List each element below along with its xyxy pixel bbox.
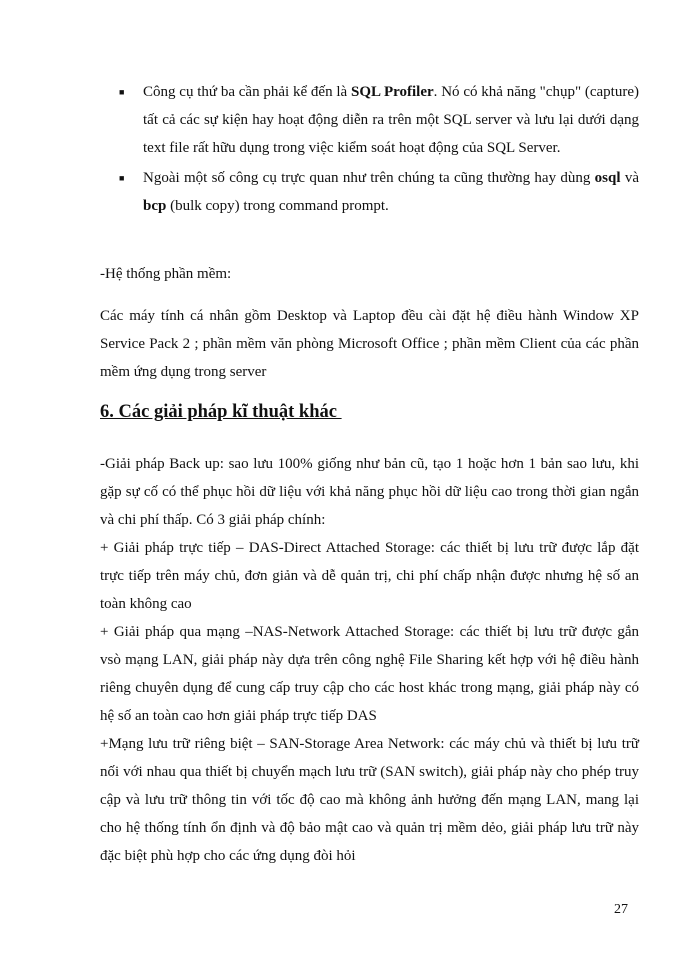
bold-term: bcp bbox=[143, 198, 167, 214]
bullet-text: Ngoài một số công cụ trực quan như trên chúng ta cũng thường hay dùng bbox=[143, 170, 595, 186]
bullet-square-icon: ■ bbox=[119, 173, 125, 183]
nas-paragraph: + Giải pháp qua mạng –NAS-Network Attached Storage: các thiết bị lưu trữ được gắn vsò mạng LAN, giải pháp này dựa trên công nghệ File Sharing kết hợp với hệ điều hành riêng chuyên dụng để cung cấp truy cập cho các host khác trong mạng, giải pháp này có hệ số an toàn cao hơn giải pháp trực tiếp DAS bbox=[100, 624, 639, 724]
bullet-square-icon: ■ bbox=[119, 87, 125, 97]
san-paragraph: +Mạng lưu trữ riêng biệt – SAN-Storage Area Network: các máy chủ và thiết bị lưu trữ nối với nhau qua thiết bị chuyển mạch lưu trữ (SAN switch), giải pháp này cho phép truy cập và lưu trữ thông tin với tốc độ cao mà không ảnh hưởng đến mạng LAN, mang lại cho hệ thống tính ổn định và độ bảo mật cao và quản trị mềm dẻo, giải pháp lưu trữ này đặc biệt phù hợp cho các ứng dụng đòi hỏi bbox=[100, 736, 639, 864]
bullet-list bbox=[119, 78, 639, 220]
software-paragraph: Các máy tính cá nhân gồm Desktop và Laptop đều cài đặt hệ điều hành Window XP Service Pack 2 ; phần mềm văn phòng Microsoft Office ; phần mềm Client của các phần mềm ứng dụng trong server bbox=[100, 308, 639, 380]
software-label: -Hệ thống phần mềm: bbox=[100, 266, 232, 282]
bold-term: SQL Profiler bbox=[351, 84, 434, 100]
bullet-text: và bbox=[620, 170, 639, 186]
bullet-text: (bulk copy) trong command prompt. bbox=[166, 198, 389, 214]
bullet-item-sql-profiler bbox=[119, 78, 639, 162]
bullet-item-osql-bcp bbox=[119, 164, 639, 220]
das-paragraph: + Giải pháp trực tiếp – DAS-Direct Attached Storage: các thiết bị lưu trữ được lắp đặt trực tiếp trên máy chủ, đơn giản và dễ quản trị, chi phí chấp nhận được nhưng hệ số an toàn không cao bbox=[100, 540, 639, 612]
bullet-text: Công cụ thứ ba cần phải kể đến là bbox=[143, 84, 351, 100]
bullet-text: . Nó có khả năng "chụp" (capture) tất cả các sự kiện hay hoạt động diễn ra trên một SQL server và lưu lại dưới dạng text file rất hữu dụng trong việc kiểm soát hoạt động của SQL Server. bbox=[143, 84, 639, 156]
backup-paragraph: -Giải pháp Back up: sao lưu 100% giống như bản cũ, tạo 1 hoặc hơn 1 bản sao lưu, khi gặp sự cố có thể phục hồi dữ liệu với khả năng phục hồi dữ liệu cao trong thời gian ngắn và chi phí thấp. Có 3 giải pháp chính: bbox=[100, 456, 639, 528]
section-heading: 6. Các giải pháp kĩ thuật khác bbox=[100, 402, 342, 422]
page-number: 27 bbox=[614, 902, 628, 917]
bold-term: osql bbox=[594, 170, 621, 186]
